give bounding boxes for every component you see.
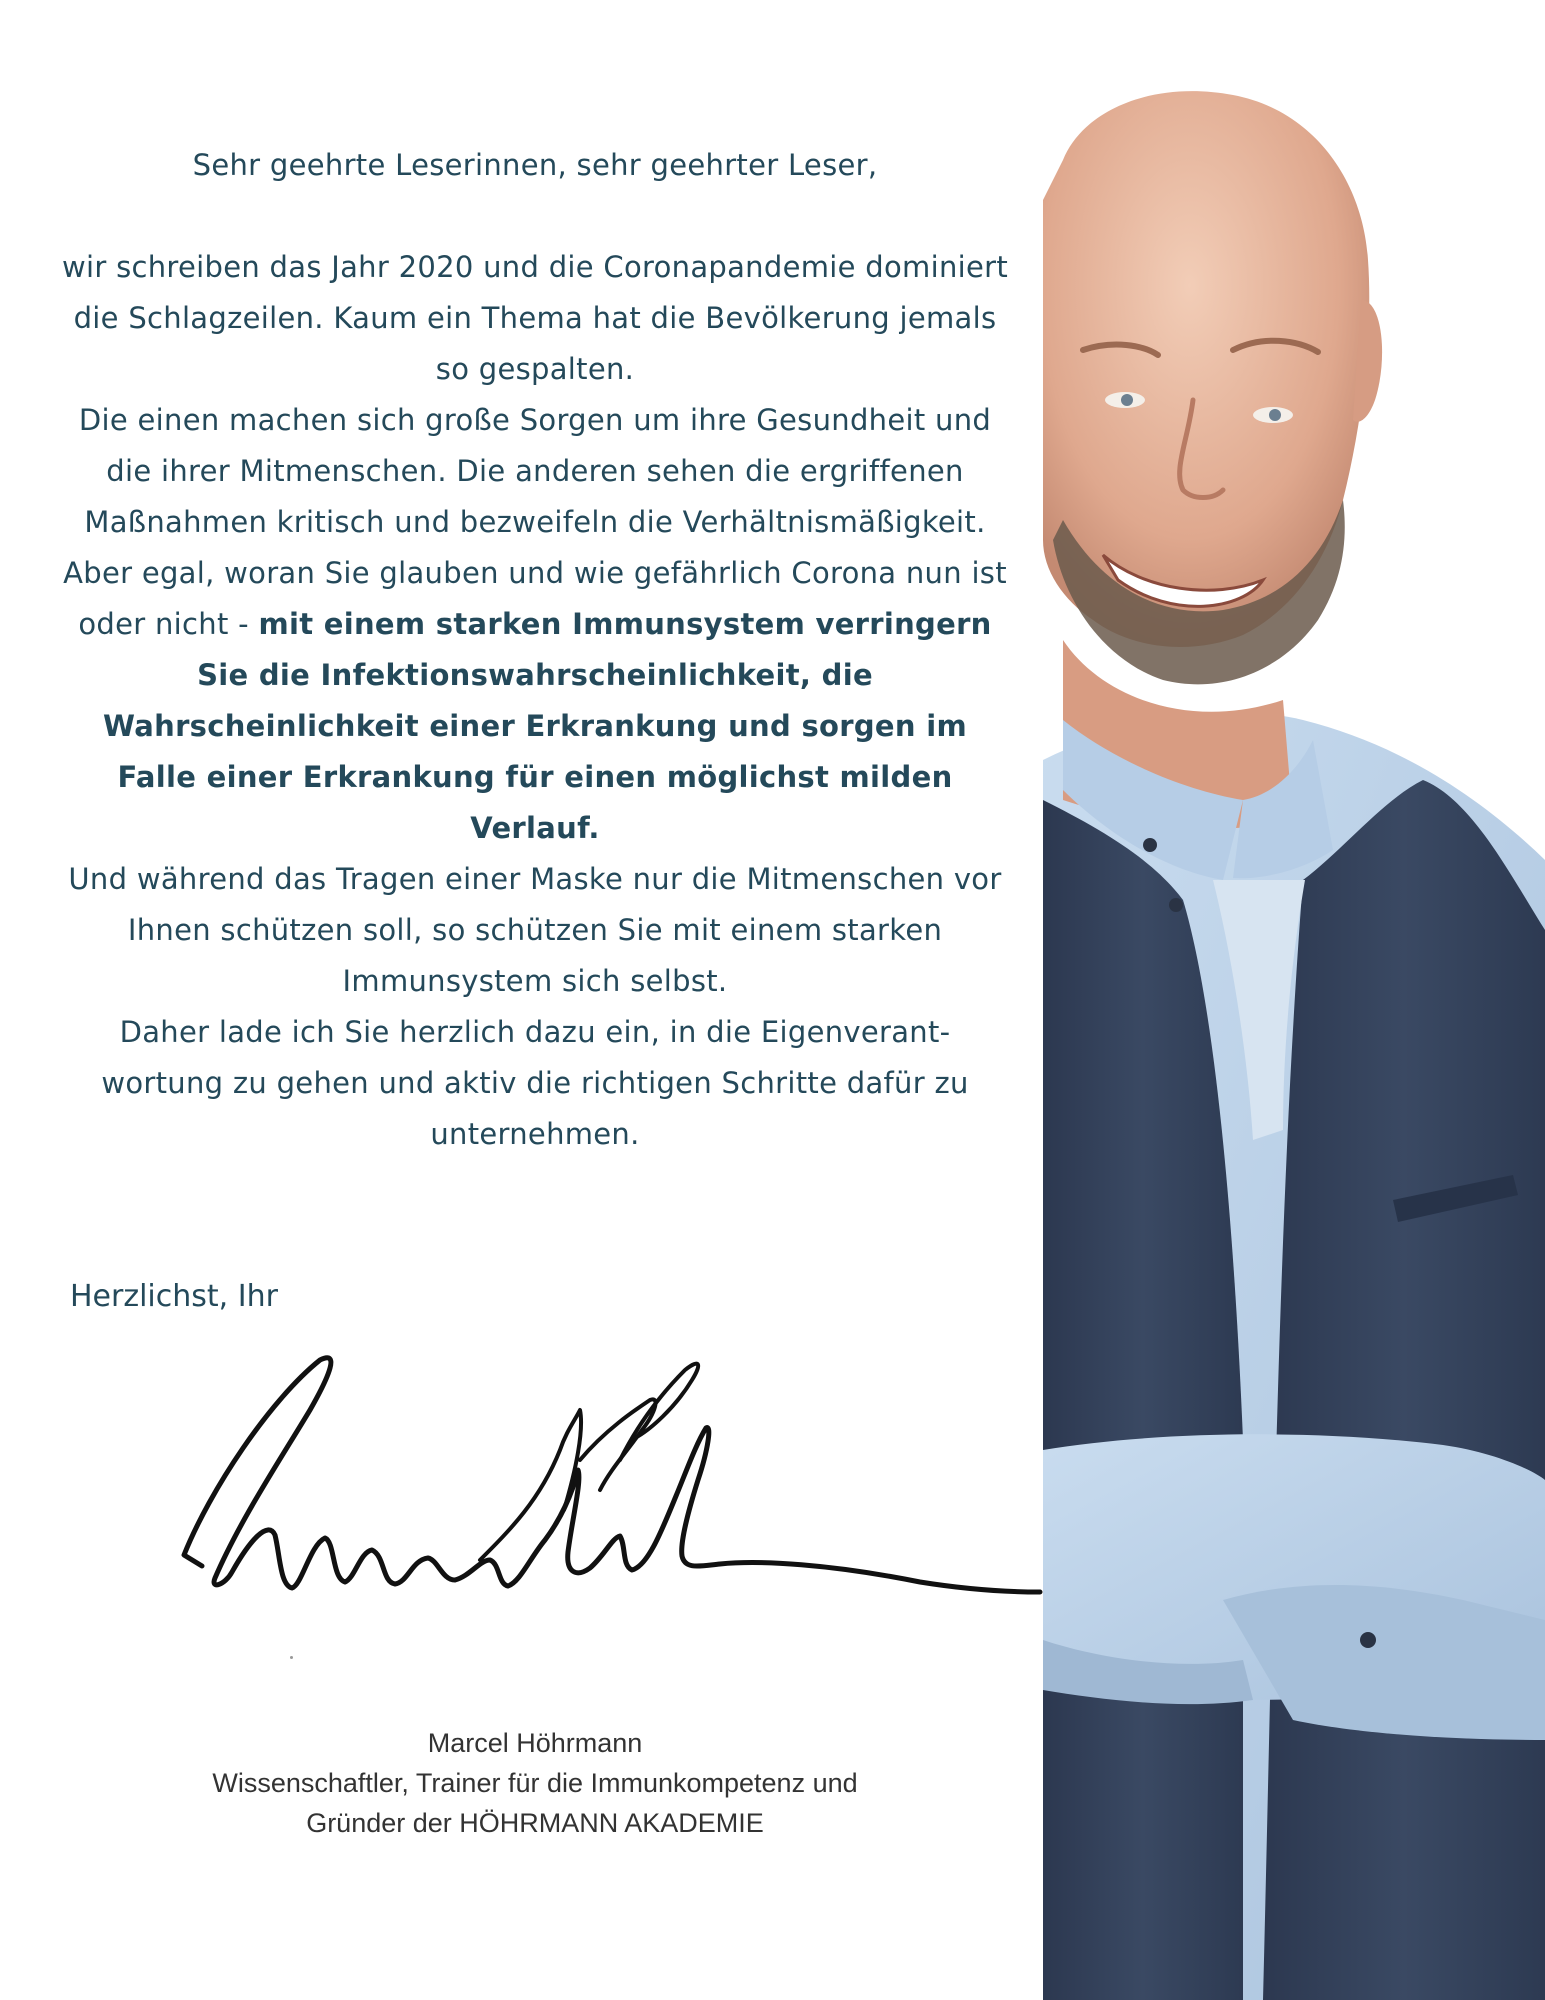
salutation: Sehr geehrte Leserinnen, sehr geehrter Leser, xyxy=(192,148,878,182)
author-title-line-1: Wissenschaftler, Trainer für die Immunkompetenz und xyxy=(212,1768,858,1798)
letter-paragraph-4: Und während das Tragen einer Maske nur die Mitmenschen vor Ihnen schützen soll, so schützen Sie mit einem starken Immunsystem sich selbst. xyxy=(68,862,1002,998)
author-title-line-2: Gründer der HÖHRMANN AKADEMIE xyxy=(306,1808,764,1838)
highlighted-statement: mit einem starken Immunsystem verringern Sie die Infektionswahrscheinlichkeit, die Wahrscheinlichkeit einer Erkrankung und sorgen im Falle einer Erkrankung für einen möglichst milden Verlauf. xyxy=(103,607,992,845)
letter-body xyxy=(60,140,1010,1160)
letter-paragraph-1: wir schreiben das Jahr 2020 und die Coronapandemie dominiert die Schlagzeilen. Kaum ein Thema hat die Bevölkerung jemals so gespalten. xyxy=(61,250,1009,386)
author-name: Marcel Höhrmann xyxy=(427,1728,643,1758)
author-signature-block xyxy=(120,1723,950,1843)
closing-phrase: Herzlichst, Ihr xyxy=(70,1279,278,1314)
author-portrait-photo xyxy=(1043,0,1545,2000)
ink-dot xyxy=(290,1656,293,1659)
letter-paragraph-2: Die einen machen sich große Sorgen um ihre Gesundheit und die ihrer Mitmenschen. Die anderen sehen die ergriffenen Maßnahmen kritisch und bezweifeln die Verhältnismäßigkeit. xyxy=(78,403,992,539)
letter-paragraph-3 xyxy=(60,548,1010,854)
letter-paragraph-5: Daher lade ich Sie herzlich dazu ein, in die Eigenverant-wortung zu gehen und aktiv die richtigen Schritte dafür zu unternehmen. xyxy=(101,1015,969,1151)
letter-paragraph-3-text: Aber egal, woran Sie glauben und wie gefährlich Corona nun ist oder nicht - xyxy=(63,556,1007,641)
handwritten-signature xyxy=(180,1320,1050,1660)
